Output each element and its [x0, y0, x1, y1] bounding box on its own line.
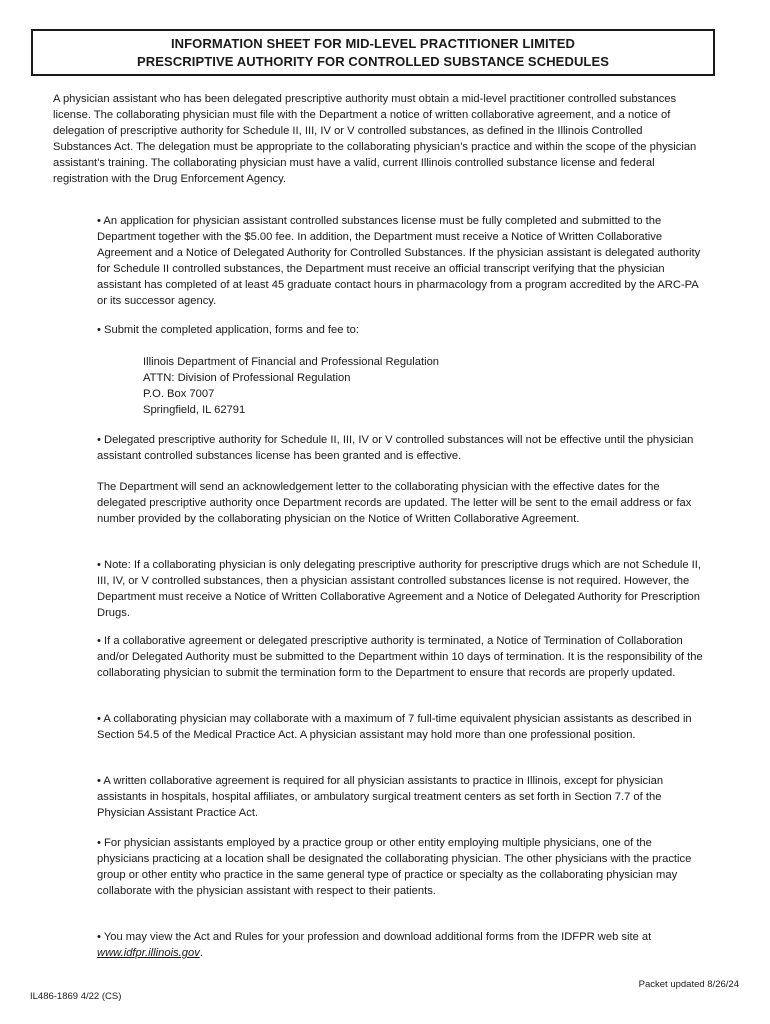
submit-paragraph: • Submit the completed application, forms and fee to:	[97, 324, 359, 336]
document-title	[31, 29, 715, 76]
effective-paragraph: • Delegated prescriptive authority for Schedule II, III, IV or V controlled substances will not be effective until the physician assistant controlled substances license has been granted and is effective.	[97, 434, 694, 462]
title-line-2: PRESCRIPTIVE AUTHORITY FOR CONTROLLED SUBSTANCE SCHEDULES	[136, 53, 610, 69]
practice-group-paragraph: • For physician assistants employed by a practice group or other entity employing multiple physicians, one of the physicians practicing at a location shall be designated the collaborating physician. The other physicians with the practice group or other entity who practice in the same general type of practice or specialty as the collaborating physician may collaborate with the physician assistant with respect to their patients.	[97, 837, 692, 897]
address-line-1: Illinois Department of Financial and Professional Regulation	[143, 356, 440, 368]
mailing-address	[143, 354, 543, 418]
address-line-2: ATTN: Division of Professional Regulation	[143, 372, 351, 384]
view-act-suffix: .	[199, 947, 203, 959]
packet-updated: Packet updated 8/26/24	[638, 979, 739, 990]
address-line-4: Springfield, IL 62791	[143, 404, 246, 416]
view-act-paragraph	[97, 929, 705, 961]
note-paragraph: • Note: If a collaborating physician is only delegating prescriptive authority for prescriptive drugs which are not Schedule II, III, IV, or V controlled substances, then a physician assistant controlled substances license is not required. However, the Department must receive a Notice of Written Collaborative Agreement and a Notice of Delegated Authority for Prescription Drugs.	[97, 559, 702, 619]
termination-paragraph: • If a collaborative agreement or delegated prescriptive authority is terminated, a Notice of Termination of Collaboration and/or Delegated Authority must be submitted to the Department within 10 days of termination. It is the responsibility of the collaborating physician to submit the termination form to the Department to ensure that records are properly updated.	[97, 635, 703, 679]
application-paragraph: • An application for physician assistant controlled substances license must be fully completed and submitted to the Department together with the $5.00 fee. In addition, the Department must receive a Notice of Written Collaborative Agreement and a Notice of Delegated Authority for Controlled Substances. If the physician assistant is delegated authority for Schedule II controlled substances, the Department must receive an official transcript verifying that the physician assistant has completed of at least 45 graduate contact hours in pharmacology from a program accredited by the ARC-PA or its successor agency.	[97, 215, 701, 307]
form-id: IL486-1869 4/22 (CS)	[30, 991, 122, 1002]
address-line-3: P.O. Box 7007	[143, 388, 215, 400]
idfpr-website-link[interactable]: www.idfpr.illinois.gov	[97, 947, 200, 959]
written-agreement-paragraph: • A written collaborative agreement is required for all physician assistants to practice in Illinois, except for physician assistants in hospitals, hospital affiliates, or ambulatory surgical treatment centers as set forth in Section 7.7 of the Physician Assistant Practice Act.	[97, 775, 664, 819]
maximum-paragraph: • A collaborating physician may collaborate with a maximum of 7 full-time equivalent physician assistants as described in Section 54.5 of the Medical Practice Act. A physician assistant may hold more than one professional position.	[97, 713, 692, 741]
view-act-text: • You may view the Act and Rules for your profession and download additional forms from the IDFPR web site at	[97, 931, 652, 943]
intro-paragraph: A physician assistant who has been delegated prescriptive authority must obtain a mid-level practitioner controlled substances license. The collaborating physician must file with the Department a notice of written collaborative agreement, and a notice of delegation of prescriptive authority for Schedule II, III, IV or V controlled substances, as defined in the Illinois Controlled Substances Act. The delegation must be appropriate to the collaborating physician’s practice and within the scope of the physician assistant’s training. The collaborating physician must have a valid, current Illinois controlled substance license and federal registration with the Drug Enforcement Agency.	[53, 93, 697, 185]
acknowledgement-paragraph: The Department will send an acknowledgement letter to the collaborating physician with the effective dates for the delegated prescriptive authority once Department records are updated. The letter will be sent to the email address or fax number provided by the collaborating physician on the Notice of Written Collaborative Agreement.	[97, 481, 692, 525]
title-line-1: INFORMATION SHEET FOR MID-LEVEL PRACTITIONER LIMITED	[170, 35, 576, 51]
